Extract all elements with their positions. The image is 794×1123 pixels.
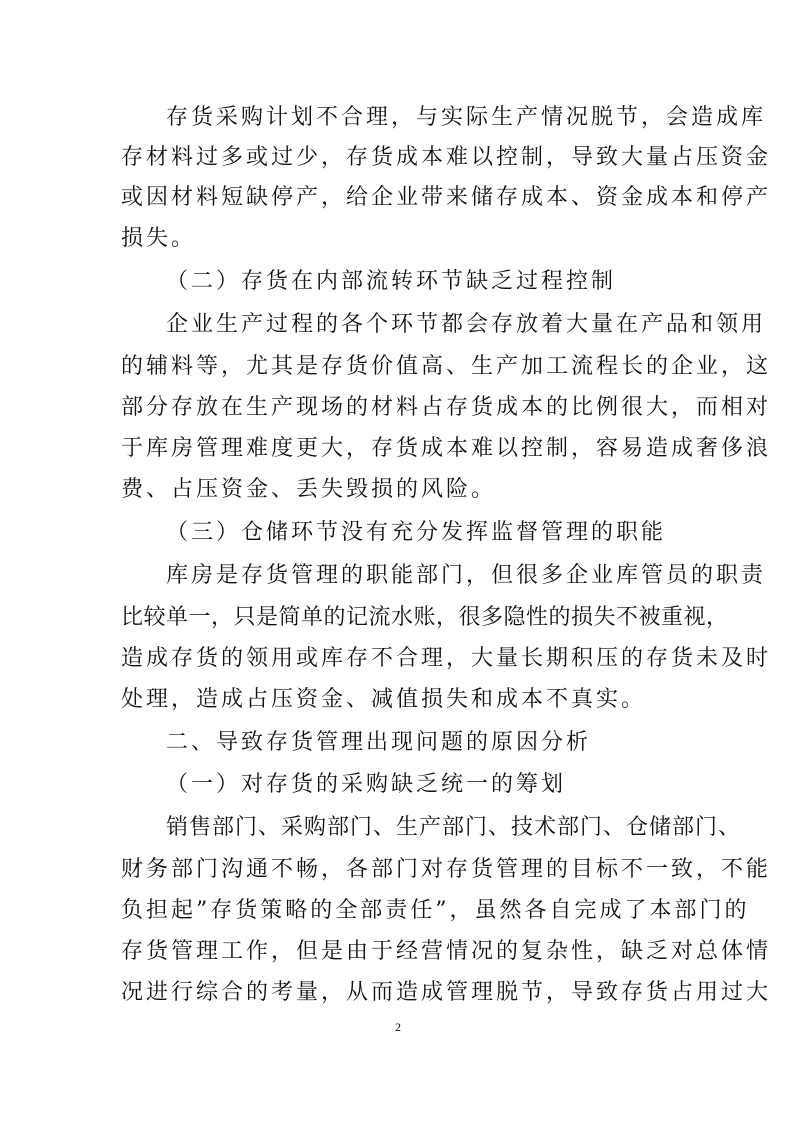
- chapter-heading-2: 二、导致存货管理出现问题的原因分析: [166, 730, 592, 755]
- paragraph-4-line-5: 况进行综合的考量，从而造成管理脱节，导致存货占用过大: [121, 980, 772, 1005]
- paragraph-1-line-2: 存材料过多或过少，存货成本难以控制，导致大量占压资金: [121, 145, 772, 170]
- paragraph-4-line-3: 负担起”存货策略的全部责任”，虽然各自完成了本部门的: [121, 898, 750, 923]
- paragraph-4-line-2: 财务部门沟通不畅，各部门对存货管理的目标不一致，不能: [121, 857, 772, 882]
- paragraph-2-line-4: 于库房管理难度更大，存货成本难以控制，容易造成奢侈浪: [121, 436, 772, 461]
- paragraph-3-line-3: 造成存货的领用或库存不合理，大量长期积压的存货未及时: [121, 646, 772, 671]
- paragraph-3-line-4: 处理，造成占压资金、减值损失和成本不真实。: [121, 687, 647, 712]
- paragraph-1-line-4: 损失。: [121, 226, 197, 251]
- section-heading-3: （三）仓储环节没有充分发挥监督管理的职能: [166, 520, 667, 545]
- paragraph-4-line-4: 存货管理工作，但是由于经营情况的复杂性，缺乏对总体情: [121, 939, 772, 964]
- paragraph-2-line-3: 部分存放在生产现场的材料占存货成本的比例很大，而相对: [121, 395, 772, 420]
- paragraph-2-line-2: 的辅料等，尤其是存货价值高、生产加工流程长的企业，这: [121, 354, 772, 379]
- paragraph-2-line-5: 费、占压资金、丢失毁损的风险。: [121, 477, 497, 502]
- paragraph-3-line-2: 比较单一，只是简单的记流水账，很多隐性的损失不被重视，: [121, 605, 729, 630]
- section-heading-1: （一）对存货的采购缺乏统一的筹划: [166, 772, 567, 797]
- paragraph-2-line-1: 企业生产过程的各个环节都会存放着大量在产品和领用: [166, 312, 767, 337]
- paragraph-4-line-1: 销售部门、采购部门、生产部门、技术部门、仓储部门、: [166, 815, 742, 840]
- page-number: 2: [395, 1020, 401, 1034]
- paragraph-3-line-1: 库房是存货管理的职能部门，但很多企业库管员的职责: [166, 563, 767, 588]
- paragraph-1-line-3: 或因材料短缺停产，给企业带来储存成本、资金成本和停产: [121, 185, 772, 210]
- section-heading-2: （二）存货在内部流转环节缺乏过程控制: [166, 269, 617, 294]
- paragraph-1-line-1: 存货采购计划不合理，与实际生产情况脱节，会造成库: [166, 105, 767, 130]
